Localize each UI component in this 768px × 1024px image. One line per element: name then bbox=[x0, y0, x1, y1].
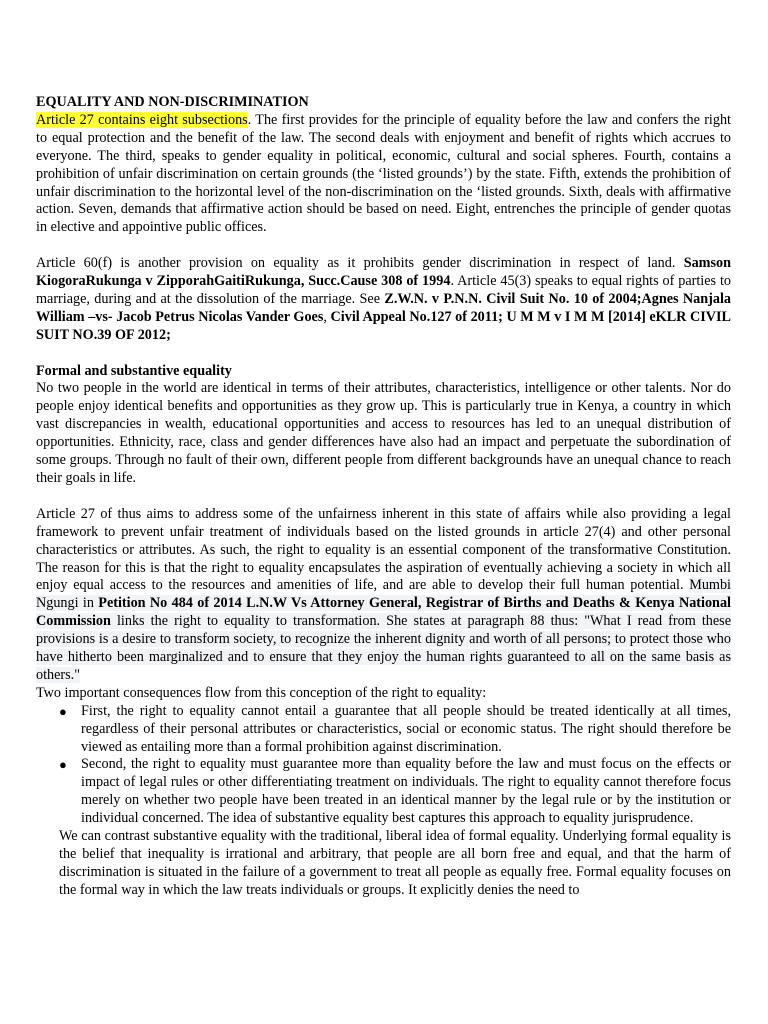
case-citation: Z.W.N. v P.N.N. Civil Suit No. 10 of 2004;Agnes Nanjala William –vs- Jacob Petrus Nicolas Vander Goes bbox=[36, 290, 731, 325]
list-item bbox=[59, 702, 731, 757]
paragraph-text: . The first provides for the principle of equality before the law and confers the right to equal protection and the benefit of the law. The second deals with enjoyment and benefit of rights which accrues to everyone. The third, speaks to gender equality in political, economic, cultural and social spheres. Fourth, contains a prohibition of unfair discrimination on certain grounds (the ‘listed grounds’) by the state. Fifth, extends the prohibition of unfair discrimination to the horizontal level of the non-discrimination on the ‘listed grounds. Sixth, deals with affirmative action. Seven, demands that affirmative action should be based on need. Eight, entrenches the principle of gender quotas in elective and appointive public offices. bbox=[36, 111, 731, 236]
paragraph-text: , bbox=[323, 308, 331, 325]
highlighted-text: Article 27 contains eight subsections bbox=[36, 111, 248, 128]
paragraph-consequences-intro: Two important consequences flow from this conception of the right to equality: bbox=[36, 684, 487, 701]
paragraph-text: . Article 45(3) speaks to equal rights of parties to marriage, during and at the dissolution of the marriage. See bbox=[36, 273, 731, 307]
paragraph-article-27-aims bbox=[36, 506, 731, 685]
paragraph-text: Article 60(f) is another provision on equality as it prohibits gender discrimination in respect of land. bbox=[36, 255, 684, 272]
paragraph-spacer bbox=[36, 237, 731, 255]
paragraph-no-two-people: No two people in the world are identical in terms of their attributes, characteristics, intelligence or other talents. Nor do people enjoy identical benefits and opportunities as they grow up. This is particularly true in Kenya, a country in which vast discrepancies in wealth, educational opportunities and access to resources has led to an unequal distribution of opportunities. Ethnicity, race, class and gender differences have also had an impact and perpetuate the subordination of some groups. Through no fault of their own, different people from different backgrounds have an unequal chance to reach their goals in life. bbox=[36, 380, 731, 486]
bullet-icon: ● bbox=[59, 703, 67, 719]
paragraph-spacer bbox=[36, 488, 731, 506]
paragraph-spacer bbox=[36, 345, 731, 363]
list-item-text: Second, the right to equality must guarantee more than equality before the law and must focus on the effects or impact of legal rules or other differentiating treatment on individuals. The right to equality cannot therefore focus merely on whether two people have been treated in an identical manner by the legal rule or by the institution or individual concerned. The idea of substantive equality best captures this approach to equality jurisprudence. bbox=[81, 756, 731, 827]
bullet-list bbox=[36, 703, 731, 828]
paragraph-text: Mumbi Ngungi in bbox=[36, 577, 731, 612]
document-title: EQUALITY AND NON-DISCRIMINATION bbox=[36, 94, 309, 110]
case-citation: Civil Appeal No.127 of 2011; U M M v I M M [2014] eKLR CIVIL SUIT NO.39 OF 2012; bbox=[36, 308, 732, 343]
paragraph-text: Article 27 of thus aims to address some of the unfairness inherent in this state of affairs while also providing a legal framework to prevent unfair treatment of individuals based on the listed grounds in article 27(4) and other personal characteristics or attributes. As such, the right to equality is an essential component of the transformative Constitution. The reason for this is that the right to equality encapsulates the aspiration of eventually achieving a society in which all enjoy equal access to the resources and amenities of life, and are able to develop their full human potential. bbox=[36, 505, 731, 594]
paragraph-text: links the right to equality to transformation. She states at paragraph 88 thus: "What I read from these provisions is a desire to transform society, to recognize the inherent dignity and worth of all persons; to protect those who have hitherto been marginalized and to ensure that they enjoy the human rights guaranteed to all on the same basis as others." bbox=[36, 613, 731, 683]
paragraph-article-60 bbox=[36, 255, 731, 345]
paragraph-substantive-vs-formal: We can contrast substantive equality with the traditional, liberal idea of formal equality. Underlying formal equality is the belief that inequality is irrational and arbitrary, that people are all born free and equal, and that the harm of discrimination is situated in the failure of a government to treat all people as equally free. Formal equality focuses on the formal way in which the law treats individuals or groups. It explicitly denies the need to bbox=[59, 828, 731, 898]
list-item-text: First, the right to equality cannot entail a guarantee that all people should be treated identically at all times, regardless of their personal attributes or characteristics, social or economic status. The right should therefore be viewed as entailing more than a formal prohibition against discrimination. bbox=[81, 702, 731, 755]
case-citation: Petition No 484 of 2014 L.N.W Vs Attorney General, Registrar of Births and Deaths & Kenya National Commission bbox=[36, 595, 731, 630]
list-item bbox=[59, 756, 731, 828]
paragraph-article-27-overview bbox=[36, 112, 731, 237]
case-citation: Samson KiogoraRukunga v ZipporahGaitiRukunga, Succ.Cause 308 of 1994 bbox=[36, 255, 731, 290]
section-heading: Formal and substantive equality bbox=[36, 362, 232, 379]
bullet-icon: ● bbox=[59, 757, 67, 773]
